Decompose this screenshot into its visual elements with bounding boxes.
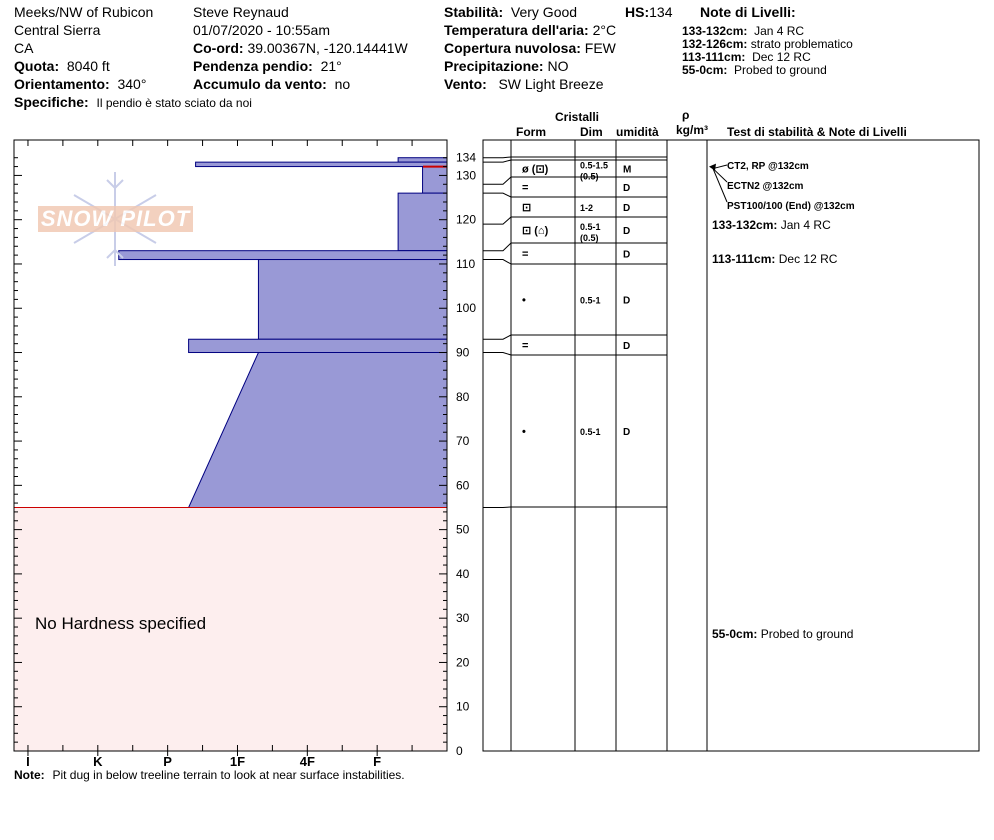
hs-value: 134 [649, 4, 673, 20]
crystal-form: • [522, 426, 526, 438]
note-label: Note: [14, 768, 45, 782]
depth-connector [483, 160, 511, 162]
test-arrow-head [709, 164, 716, 171]
stability-test: ECTN2 @132cm [727, 181, 804, 192]
depth-connector [483, 260, 511, 264]
elevation-label: Quota: [14, 58, 60, 74]
moisture: D [623, 183, 631, 194]
hardness-tick-label: K [93, 754, 103, 769]
depth-note-range: 133-132cm: [712, 218, 781, 232]
hardness-tick-label: 1F [229, 754, 246, 769]
depth-tick-label: 110 [456, 256, 476, 271]
notes-header: Test di stabilità & Note di Livelli [727, 125, 907, 139]
stability-label: Stabilità: [444, 4, 504, 20]
hardness-layer [423, 167, 447, 194]
crystal-size: 0.5-1.5 [580, 160, 609, 171]
precip-label: Precipitazione: [444, 58, 544, 74]
slope-label: Pendenza pendio: [193, 58, 313, 74]
depth-note-text: Jan 4 RC [780, 218, 831, 232]
airtemp-value: 2°C [592, 22, 617, 38]
hardness-layer [119, 251, 447, 260]
test-arrow [713, 169, 727, 182]
wind-label: Vento: [444, 76, 487, 92]
depth-tick-label: 90 [456, 345, 470, 360]
form-header: Form [516, 125, 546, 139]
elevation-value: 8040 ft [66, 58, 110, 74]
depth-connector [483, 217, 511, 224]
depth-tick-label: 70 [456, 434, 470, 449]
depth-connector [483, 177, 511, 184]
depth-tick-label: 130 [456, 168, 477, 183]
footer-note [14, 766, 405, 782]
hardness-layer [398, 158, 447, 162]
logo-text: SNOW PILOT [38, 206, 193, 232]
crystal-form: ø (⊡) [522, 163, 549, 176]
depth-tick-label: 50 [456, 522, 470, 537]
hardness-tick-label: I [26, 754, 30, 769]
layer-note-text: Dec 12 RC [752, 50, 811, 64]
depth-connector [483, 353, 511, 355]
hardness-layer [398, 193, 447, 251]
depth-note [712, 218, 831, 232]
layer-note-text: Probed to ground [734, 63, 827, 77]
layer-note-range: 55-0cm: [682, 63, 728, 77]
crystal-form: = [522, 340, 529, 352]
crystal-size-secondary: (0.5) [580, 233, 599, 243]
depth-tick-label: 120 [456, 212, 477, 227]
hs-label: HS: [625, 4, 650, 20]
hardness-layer [258, 260, 447, 340]
layer-note-range: 113-111cm: [682, 50, 746, 64]
crystal-form: = [522, 182, 529, 194]
depth-note [712, 627, 853, 641]
crystal-size: 1-2 [580, 203, 594, 213]
cloud-value: FEW [584, 40, 616, 56]
crystal-size-secondary: (0.5) [580, 171, 599, 182]
rho-header: ρ [682, 108, 690, 122]
layer-note-text: strato problematico [750, 37, 853, 51]
coord-value: 39.00367N, -120.14441W [247, 40, 408, 56]
depth-note-text: Probed to ground [760, 627, 854, 641]
crystal-form: ⊡ [522, 202, 532, 214]
depth-note [712, 252, 838, 266]
stability-test: PST100/100 (End) @132cm [727, 201, 855, 212]
depth-note-range: 113-111cm: [712, 252, 779, 266]
depth-note-text: Dec 12 RC [778, 252, 838, 266]
depth-connector [483, 193, 511, 197]
layer-note-range: 132-126cm: [682, 37, 748, 51]
depth-connector [483, 243, 511, 251]
hardness-tick-label: P [163, 754, 172, 769]
moisture: D [623, 203, 631, 214]
range: Central Sierra [14, 22, 101, 38]
size-header: Dim [580, 125, 603, 139]
moisture: D [623, 427, 631, 438]
airtemp-label: Temperatura dell'aria: [444, 22, 589, 38]
state: CA [14, 40, 34, 56]
aspect-label: Orientamento: [14, 76, 110, 92]
crystals-header: Cristalli [555, 110, 600, 124]
datetime: 01/07/2020 - 10:55am [193, 22, 330, 38]
depth-tick-label: 40 [456, 566, 470, 581]
crystal-size: 0.5-1 [580, 295, 601, 306]
test-arrow [713, 169, 727, 202]
no-hardness-text: No Hardness specified [35, 614, 207, 633]
specifics-label: Specifiche: [14, 94, 89, 110]
stability-value: Very Good [510, 4, 578, 20]
precip-value: NO [547, 58, 569, 74]
stability-test: CT2, RP @132cm [727, 161, 809, 172]
hardness-layer [189, 339, 447, 352]
hardness-tick-label: 4F [299, 754, 315, 769]
layer-note-text: Jan 4 RC [754, 24, 805, 38]
crystal-size: 0.5-1 [580, 427, 601, 437]
crystal-size: 0.5-1 [580, 222, 601, 232]
depth-note-range: 55-0cm: [712, 627, 761, 641]
windload-label: Accumulo da vento: [193, 76, 327, 92]
aspect-value: 340° [117, 76, 147, 92]
crystal-form: ⊡ (⌂) [522, 225, 549, 237]
depth-tick-label: 30 [456, 611, 470, 626]
coord-label: Co-ord: [193, 40, 244, 56]
moisture: D [623, 249, 631, 261]
depth-tick-label: 80 [456, 389, 470, 404]
crystal-form: • [522, 294, 526, 307]
specifics-value: Il pendio è stato sciato da noi [96, 96, 252, 110]
layer-notes-title: Note di Livelli: [700, 4, 796, 20]
depth-tick-label: 134 [456, 150, 477, 165]
crystal-form: = [522, 248, 529, 261]
depth-connector [483, 335, 511, 339]
note-text: Pit dug in below treeline terrain to look at near surface instabilities. [52, 768, 405, 782]
hardness-layer [189, 353, 447, 508]
hardness-layer [196, 162, 447, 166]
moisture: M [623, 164, 632, 176]
moisture-header: umidità [616, 125, 659, 139]
wind-value: SW Light Breeze [498, 76, 604, 92]
hardness-tick-label: F [373, 754, 382, 769]
depth-tick-label: 100 [456, 301, 477, 316]
cloud-label: Copertura nuvolosa: [444, 40, 581, 56]
depth-tick-label: 20 [456, 655, 470, 670]
location: Meeks/NW of Rubicon [14, 4, 154, 20]
layer-note-range: 133-132cm: [682, 24, 748, 38]
windload-value: no [334, 76, 351, 92]
moisture: D [623, 226, 631, 237]
moisture: D [623, 295, 631, 307]
observer: Steve Reynaud [193, 4, 289, 20]
density-unit-header: kg/m³ [676, 123, 709, 137]
depth-tick-label: 60 [456, 478, 470, 493]
depth-connector [483, 157, 511, 158]
moisture: D [623, 341, 631, 352]
depth-tick-label: 10 [456, 699, 470, 714]
depth-tick-label: 0 [456, 744, 463, 758]
slope-value: 21° [320, 58, 342, 74]
